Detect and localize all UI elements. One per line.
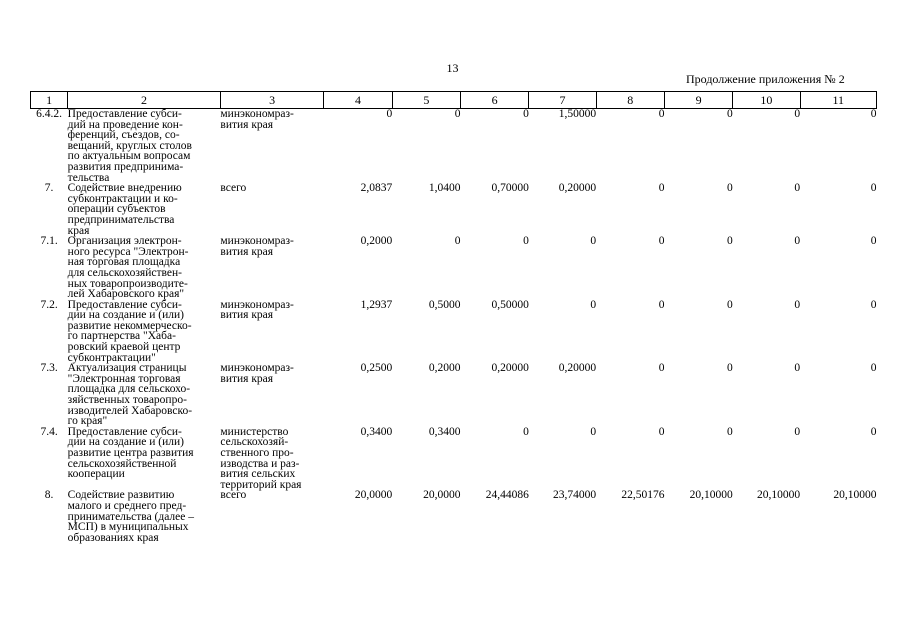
row-number: 7.1. <box>40 235 58 248</box>
row-number: 7.3. <box>40 362 58 375</box>
row-value: 0 <box>727 425 733 438</box>
table-row <box>31 236 877 300</box>
row-value: 0 <box>658 108 665 120</box>
row-value: 0,3400 <box>360 425 393 438</box>
row-executor: всего <box>220 182 247 195</box>
row-value: 20,10000 <box>689 489 733 502</box>
row-number: 7.4. <box>40 425 58 438</box>
row-value: 0 <box>870 235 877 248</box>
row-value: 0 <box>658 182 665 195</box>
row-value: 0 <box>590 425 597 438</box>
row-value: 0 <box>454 235 461 248</box>
column-header: 5 <box>392 92 460 109</box>
row-name: Предоставление субси- дий на проведение кон- ференций, съездов, со- вещаний, круглых столов по актуальным вопросам развития предпринима- тельства <box>67 108 192 184</box>
table-body <box>31 109 877 544</box>
row-name: Организация электрон- ного ресурса "Электрон- ная торговая площадка для сельскохозяйствен- ных товаропроизводите- лей Хабаровского края" <box>67 235 189 301</box>
table-row <box>31 427 877 491</box>
header-row <box>31 92 877 109</box>
row-value: 0 <box>386 108 393 120</box>
row-value: 0 <box>727 182 733 195</box>
row-executor: всего <box>220 489 247 502</box>
row-value: 0,2500 <box>360 362 393 375</box>
row-value: 0 <box>794 235 801 248</box>
row-value: 0 <box>794 108 801 120</box>
column-header: 4 <box>324 92 392 109</box>
row-value: 0,20000 <box>558 182 597 195</box>
row-value: 0,5000 <box>428 298 461 311</box>
row-value: 0 <box>727 235 733 248</box>
row-value: 0,20000 <box>558 362 597 375</box>
row-value: 0 <box>590 298 597 311</box>
row-value: 0 <box>658 235 665 248</box>
program-table <box>30 91 877 543</box>
row-executor: минэкономраз- вития края <box>220 298 294 322</box>
row-value: 0 <box>870 182 877 195</box>
row-value: 0 <box>727 362 733 375</box>
column-header: 10 <box>733 92 800 109</box>
row-number: 6.4.2. <box>36 108 63 120</box>
row-value: 0 <box>523 425 529 438</box>
table-row <box>31 183 877 236</box>
row-name: Актуализация страницы "Электронная торговая площадка для сельскохо- зяйственных товаропро- изводителей Хабаровско- го края" <box>67 362 193 428</box>
row-value: 20,0000 <box>423 489 461 502</box>
row-name: Содействие внедрению субконтрактации и ко- операции субъектов предпринимательства края <box>67 182 182 237</box>
table-row <box>31 300 877 364</box>
row-value: 1,50000 <box>558 108 597 120</box>
row-value: 1,2937 <box>360 298 393 311</box>
row-value: 0 <box>523 108 529 120</box>
row-value: 0 <box>658 362 665 375</box>
column-header: 7 <box>529 92 596 109</box>
row-number: 7.2. <box>40 298 58 311</box>
column-header: 11 <box>800 92 876 109</box>
row-value: 0 <box>727 108 733 120</box>
row-value: 0 <box>870 298 877 311</box>
row-value: 23,74000 <box>553 489 597 502</box>
row-value: 0,2000 <box>428 362 461 375</box>
column-header: 2 <box>68 92 221 109</box>
column-header: 6 <box>461 92 529 109</box>
column-header: 1 <box>31 92 68 109</box>
row-value: 2,0837 <box>360 182 393 195</box>
row-value: 0 <box>658 425 665 438</box>
row-value: 0 <box>794 362 801 375</box>
row-executor: министерство сельскохозяй- ственного про- изводства и раз- вития сельских территорий края <box>220 425 302 491</box>
row-value: 0 <box>870 108 877 120</box>
row-executor: минэкономраз- вития края <box>220 108 294 131</box>
row-number: 8. <box>44 489 54 502</box>
row-value: 0 <box>454 108 461 120</box>
table-row <box>31 363 877 427</box>
row-value: 0 <box>794 182 801 195</box>
page-number: 13 <box>446 61 459 75</box>
row-value: 20,10000 <box>833 489 877 502</box>
row-number: 7. <box>44 182 54 195</box>
row-value: 0 <box>727 298 733 311</box>
column-header: 3 <box>220 92 323 109</box>
row-name: Предоставление субси- дии на создание и (или) развитие центра развития сельскохозяйственной кооперации <box>67 425 194 481</box>
column-header: 8 <box>596 92 664 109</box>
row-value: 0 <box>870 425 877 438</box>
row-value: 0,50000 <box>491 298 529 311</box>
table-row <box>31 490 877 543</box>
row-value: 0 <box>658 298 665 311</box>
row-name: Содействие развитию малого и среднего пред- принимательства (далее – МСП) в муниципальных образованиях края <box>67 489 195 544</box>
row-value: 0 <box>523 235 529 248</box>
row-value: 0,3400 <box>428 425 461 438</box>
row-value: 20,0000 <box>354 489 393 502</box>
row-value: 24,44086 <box>485 489 529 502</box>
column-header: 9 <box>664 92 732 109</box>
row-name: Предоставление субси- дии на создание и (или) развитие некоммерческо- го партнерства "Хаба- ровский краевой центр субконтрактации" <box>67 298 192 364</box>
row-executor: минэкономраз- вития края <box>220 235 294 258</box>
row-value: 0 <box>870 362 877 375</box>
row-value: 0 <box>794 425 801 438</box>
row-executor: минэкономраз- вития края <box>220 362 294 385</box>
row-value: 0,70000 <box>491 182 529 195</box>
row-value: 20,10000 <box>756 489 801 502</box>
appendix-label: Продолжение приложения № 2 <box>686 72 845 86</box>
row-value: 0,2000 <box>360 235 393 248</box>
row-value: 0 <box>794 298 801 311</box>
table-row <box>31 109 877 184</box>
row-value: 0,20000 <box>491 362 529 375</box>
row-value: 22,50176 <box>621 489 665 502</box>
row-value: 1,0400 <box>428 182 461 195</box>
row-value: 0 <box>590 235 597 248</box>
